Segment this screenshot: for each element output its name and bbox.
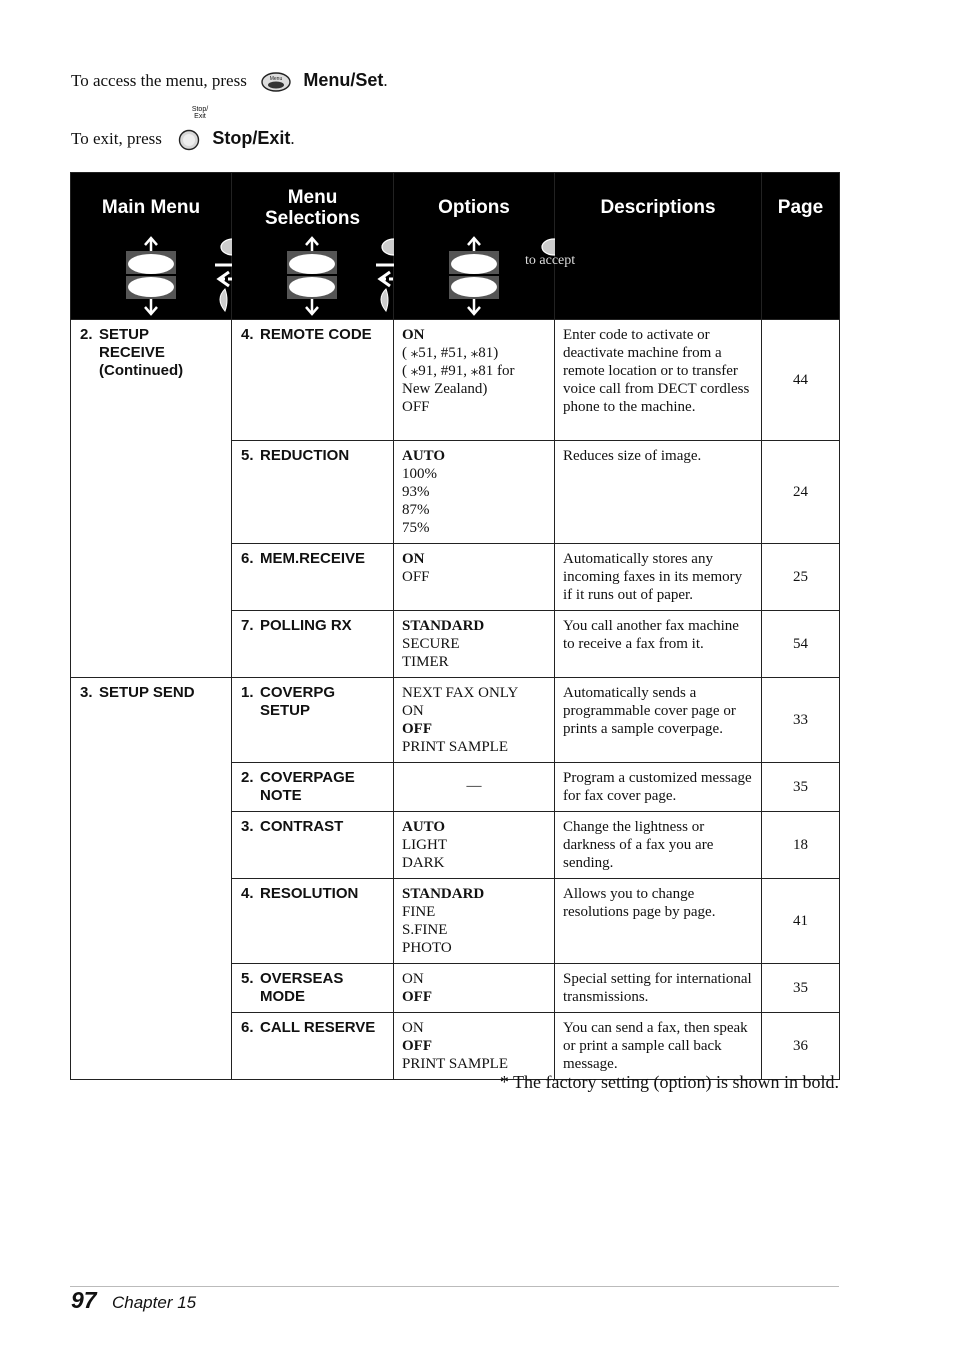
intro-menu-set-label: Menu/Set xyxy=(303,70,384,90)
option-item: AUTO xyxy=(402,819,446,835)
description-polling-rx: You call another fax machine to receive a fax from it. xyxy=(555,611,762,678)
stop-caption-line2: Exit xyxy=(194,113,206,120)
selection-label: OVERSEAS xyxy=(260,970,344,987)
selection-label: CALL RESERVE xyxy=(260,1019,376,1036)
description-mem-receive: Automatically stores any incoming faxes in its memory if it runs out of paper. xyxy=(555,544,762,611)
option-item: ON xyxy=(402,703,424,719)
page-contrast: 18 xyxy=(762,812,840,879)
selection-label: RESOLUTION xyxy=(260,885,359,902)
header-main-menu xyxy=(71,173,232,320)
page-mem-receive: 25 xyxy=(762,544,840,611)
page-number: 97 xyxy=(71,1287,97,1313)
options-overseas-mode xyxy=(394,964,555,1013)
description-call-reserve: You can send a fax, then speak or print a sample call back message. xyxy=(555,1013,762,1080)
options-call-reserve xyxy=(394,1013,555,1080)
table-row xyxy=(71,320,840,441)
selection-number: 4. xyxy=(241,885,254,902)
selection-number: 1. xyxy=(241,684,254,701)
navigation-keys-icon-2 xyxy=(232,233,393,319)
option-item: OFF xyxy=(402,399,430,415)
option-item: ON xyxy=(402,971,424,987)
option-item: PRINT SAMPLE xyxy=(402,1056,508,1072)
menu-table xyxy=(70,172,840,1080)
option-item: ON xyxy=(402,327,425,343)
selection-contrast xyxy=(232,812,394,879)
selection-label: COVERPG xyxy=(260,684,336,701)
header-menu-sel-line1: Menu xyxy=(287,187,338,208)
selection-number: 5. xyxy=(241,970,254,987)
description-reduction: Reduces size of image. xyxy=(555,441,762,544)
option-item: ( ⁎51, #51, ⁎81) xyxy=(402,345,499,361)
selection-coverpg-setup xyxy=(232,678,394,763)
selection-remote-code xyxy=(232,320,394,441)
selection-number: 3. xyxy=(241,818,254,835)
intro-exit-text: To exit, press xyxy=(71,129,162,148)
intro-exit-line xyxy=(71,128,295,151)
main-menu-setup-send xyxy=(71,678,232,1080)
options-coverpg-setup xyxy=(394,678,555,763)
header-descriptions-label: Descriptions xyxy=(600,197,716,218)
option-item: PHOTO xyxy=(402,940,452,956)
description-coverpg-setup: Automatically sends a programmable cover page or prints a sample coverpage. xyxy=(555,678,762,763)
header-menu-selections xyxy=(232,173,394,320)
header-page-label: Page xyxy=(777,197,824,218)
intro-period-2: . xyxy=(290,129,295,148)
main-menu-number: 3. xyxy=(80,684,93,701)
description-coverpage-note: Program a customized message for fax cover page. xyxy=(555,763,762,812)
header-page xyxy=(762,173,840,320)
navigation-keys-icon xyxy=(71,233,232,319)
option-item: STANDARD xyxy=(402,886,485,902)
page-overseas-mode: 35 xyxy=(762,964,840,1013)
option-item: LIGHT xyxy=(402,837,447,853)
option-item: 93% xyxy=(402,484,430,500)
option-item: ON xyxy=(402,551,425,567)
selection-label: POLLING RX xyxy=(260,617,352,634)
selection-label-line2: NOTE xyxy=(260,787,302,804)
header-menu-sel-line2: Selections xyxy=(264,208,361,229)
main-menu-line3: (Continued) xyxy=(99,362,184,379)
option-item: OFF xyxy=(402,1038,432,1054)
option-item: AUTO xyxy=(402,448,446,464)
option-item: PRINT SAMPLE xyxy=(402,739,508,755)
option-item: 100% xyxy=(402,466,437,482)
main-menu-line1: SETUP xyxy=(99,326,150,343)
options-polling-rx xyxy=(394,611,555,678)
intro-stop-exit-label: Stop/Exit xyxy=(212,128,291,148)
options-coverpage-note xyxy=(394,763,555,812)
selection-label: CONTRAST xyxy=(260,818,344,835)
selection-coverpage-note xyxy=(232,763,394,812)
selection-number: 6. xyxy=(241,550,254,567)
option-item: S.FINE xyxy=(402,922,448,938)
option-item: TIMER xyxy=(402,654,449,670)
selection-label: MEM.RECEIVE xyxy=(260,550,366,567)
intro-period: . xyxy=(383,71,388,90)
selection-mem-receive xyxy=(232,544,394,611)
stop-exit-caption xyxy=(188,106,212,120)
intro-access-text: To access the menu, press xyxy=(71,71,247,90)
navigation-keys-icon-3 xyxy=(394,233,555,319)
header-to-accept-note: to accept xyxy=(525,253,576,268)
intro-access-line xyxy=(71,70,388,92)
selection-call-reserve xyxy=(232,1013,394,1080)
options-mem-receive xyxy=(394,544,555,611)
option-item: 75% xyxy=(402,520,430,536)
factory-setting-footnote: * The factory setting (option) is shown in bold. xyxy=(499,1072,839,1092)
selection-label: REMOTE CODE xyxy=(260,326,372,343)
option-item: ( ⁎91, #91, ⁎81 for xyxy=(402,363,515,379)
selection-number: 5. xyxy=(241,447,254,464)
description-resolution: Allows you to change resolutions page by page. xyxy=(555,879,762,964)
page-remote-code: 44 xyxy=(762,320,840,441)
selection-resolution xyxy=(232,879,394,964)
description-remote-code: Enter code to activate or deactivate machine from a remote location or to transfer voice call from DECT cordless phone to the machine. xyxy=(555,320,762,441)
page-polling-rx: 54 xyxy=(762,611,840,678)
main-menu-line2: RECEIVE xyxy=(99,344,165,361)
footer-divider xyxy=(70,1286,839,1287)
options-resolution xyxy=(394,879,555,964)
description-overseas-mode: Special setting for international transmissions. xyxy=(555,964,762,1013)
option-item: STANDARD xyxy=(402,618,485,634)
header-main-menu-label: Main Menu xyxy=(101,197,201,218)
stop-exit-button-icon xyxy=(178,129,200,151)
options-reduction xyxy=(394,441,555,544)
chapter-label: Chapter 15 xyxy=(112,1293,197,1312)
page-call-reserve: 36 xyxy=(762,1013,840,1080)
option-item: DARK xyxy=(402,855,445,871)
main-menu-number: 2. xyxy=(80,326,93,343)
option-item: NEXT FAX ONLY xyxy=(402,685,519,701)
menu-table-header xyxy=(71,173,840,320)
header-options-label: Options xyxy=(438,197,510,218)
option-item: OFF xyxy=(402,721,432,737)
page-reduction: 24 xyxy=(762,441,840,544)
menu-set-button-icon xyxy=(261,72,291,92)
selection-polling-rx xyxy=(232,611,394,678)
selection-number: 6. xyxy=(241,1019,254,1036)
option-item: 87% xyxy=(402,502,430,518)
svg-text:Menu: Menu xyxy=(269,76,283,83)
header-options xyxy=(394,173,555,320)
options-remote-code xyxy=(394,320,555,441)
selection-number: 4. xyxy=(241,326,254,343)
header-descriptions xyxy=(525,173,762,320)
main-menu-line1: SETUP SEND xyxy=(99,684,195,701)
selection-overseas-mode xyxy=(232,964,394,1013)
option-item: OFF xyxy=(402,989,432,1005)
page-resolution: 41 xyxy=(762,879,840,964)
page-coverpage-note: 35 xyxy=(762,763,840,812)
selection-label: REDUCTION xyxy=(260,447,350,464)
option-none-dash: — xyxy=(466,778,482,794)
selection-label-line2: SETUP xyxy=(260,702,311,719)
selection-number: 2. xyxy=(241,769,254,786)
option-item: ON xyxy=(402,1020,424,1036)
option-item: FINE xyxy=(402,904,436,920)
option-item: New Zealand) xyxy=(402,381,488,397)
option-item: OFF xyxy=(402,569,430,585)
stop-caption-line1: Stop/ xyxy=(191,106,209,113)
header-menu-selections-label xyxy=(232,187,393,229)
selection-number: 7. xyxy=(241,617,254,634)
selection-reduction xyxy=(232,441,394,544)
option-item: SECURE xyxy=(402,636,460,652)
description-contrast: Change the lightness or darkness of a fax you are sending. xyxy=(555,812,762,879)
main-menu-setup-receive xyxy=(71,320,232,678)
page-coverpg-setup: 33 xyxy=(762,678,840,763)
table-row xyxy=(71,678,840,763)
selection-label: COVERPAGE xyxy=(260,769,355,786)
selection-label-line2: MODE xyxy=(260,988,305,1005)
options-contrast xyxy=(394,812,555,879)
